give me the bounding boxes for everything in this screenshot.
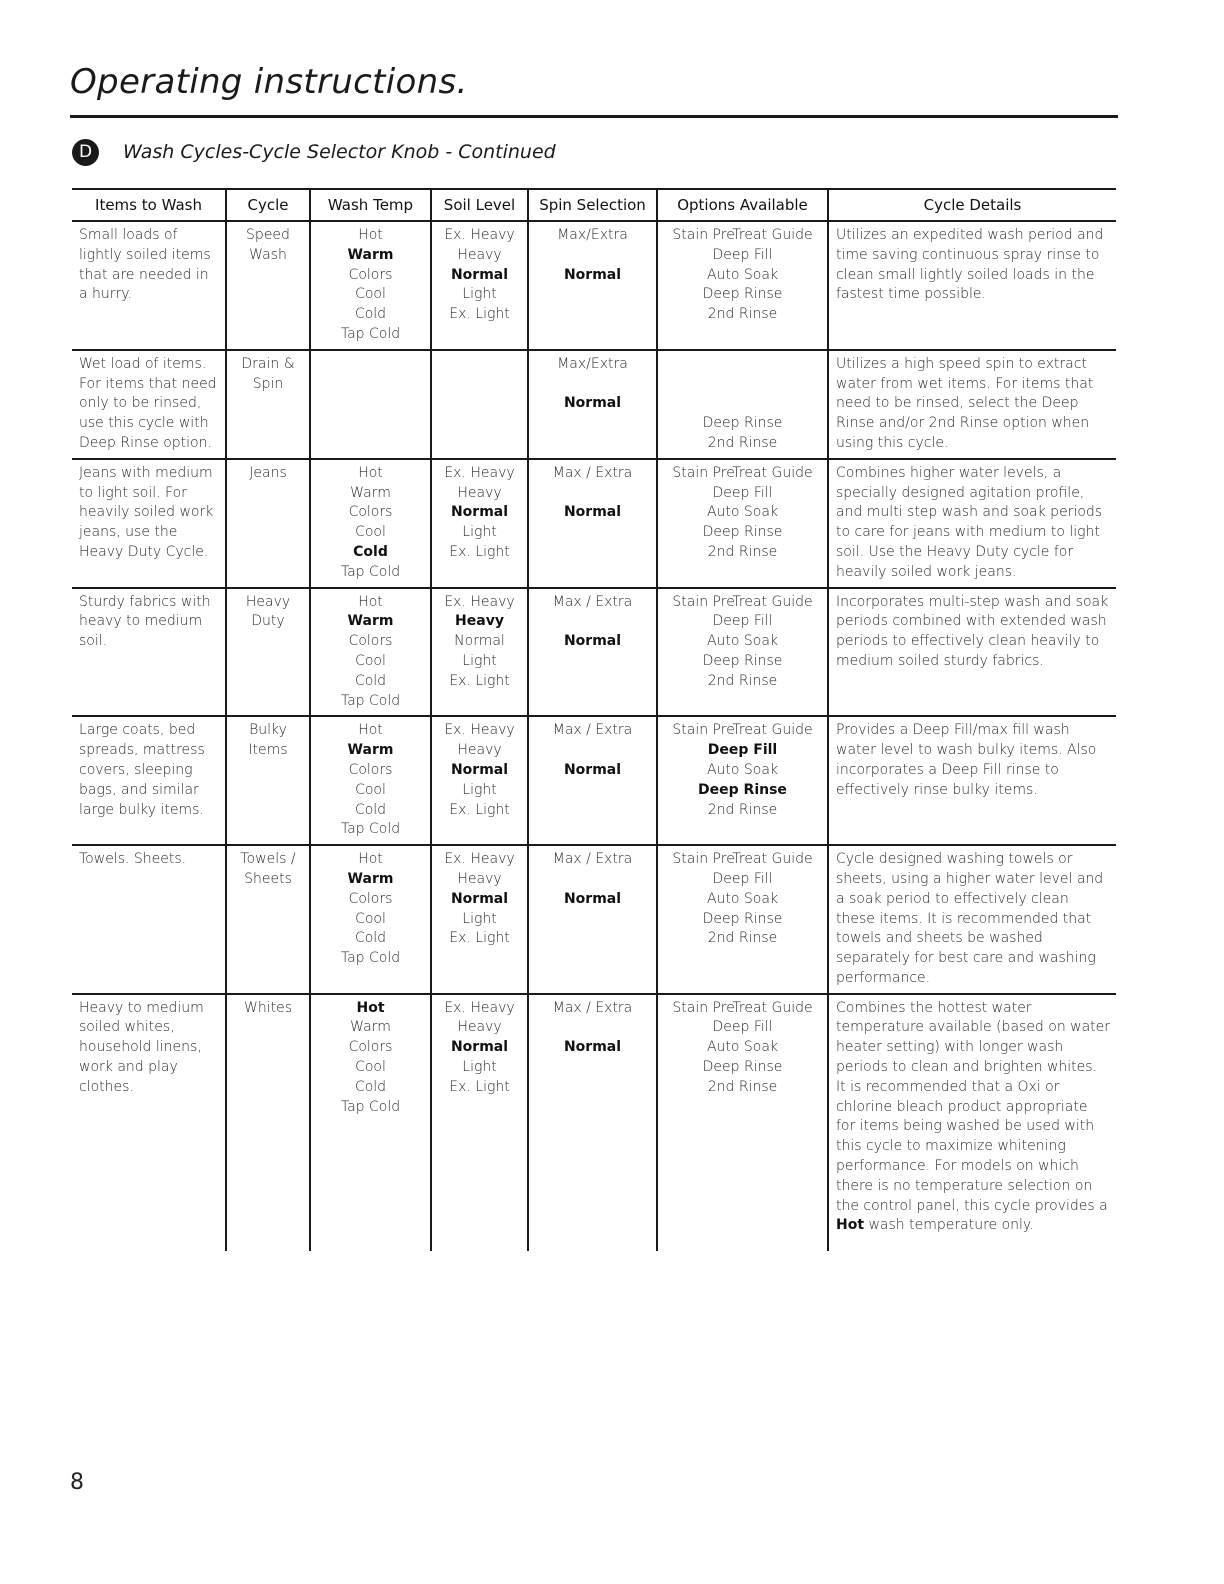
cycle-line: Heavy [245,593,291,610]
items-cell [72,716,226,845]
option-item-default: Deep Rinse [698,781,787,798]
option-item: Deep Fill [712,870,773,887]
spin-selection-cell [528,459,657,588]
spin-option: Max / Extra [552,851,633,868]
soil-option: Ex. Light [449,930,510,947]
column-header-options: Options Available [657,189,828,221]
temp-option: Cool [355,910,386,927]
items-cell [72,994,226,1251]
options-cell [657,459,828,588]
table-row [72,221,1116,350]
soil-level-cell [431,845,528,994]
temp-option: Hot [358,722,383,739]
cycle-line: Items [248,742,288,759]
option-item: Deep Rinse [702,910,783,927]
temp-option: Hot [358,851,383,868]
option-item: Stain PreTreat Guide [672,722,813,739]
temp-option: Colors [348,890,393,907]
details-text: Cycle designed washing towels or sheets, using a higher water level and a soak period to effectively clean these items. It is recommended that towels and sheets be washed separately for best care and washing performance. [836,851,1104,986]
option-item: Auto Soak [706,890,779,907]
cycle-line: Towels / [240,851,296,868]
soil-level-cell [431,588,528,717]
items-text: Towels. Sheets. [79,851,187,868]
options-cell [657,716,828,845]
table-header-row [72,189,1116,221]
wash-temp-cell [310,350,431,459]
spin-selection-cell [528,994,657,1251]
items-text: Wet load of items. For items that need only to be rinsed, use this cycle with Deep Rinse option. [79,355,217,451]
options-cell [657,994,828,1251]
soil-option: Light [462,781,497,798]
soil-option: Ex. Heavy [444,851,515,868]
wash-temp-cell [310,845,431,994]
items-text: Jeans with medium to light soil. For heavily soiled work jeans, use the Heavy Duty Cycle. [79,464,214,560]
temp-option: Cool [355,652,386,669]
option-item: Stain PreTreat Guide [672,999,813,1016]
title-rule [70,115,1118,118]
soil-option: Heavy [457,1019,502,1036]
cycle-cell [226,459,310,588]
soil-option: Ex. Light [449,672,510,689]
page-title: Operating instructions. [70,62,468,102]
cycle-details-cell [828,716,1116,845]
temp-option-default: Hot [356,999,385,1016]
option-item: Auto Soak [706,504,779,521]
temp-option: Colors [348,1039,393,1056]
option-item: 2nd Rinse [707,672,778,689]
items-cell [72,845,226,994]
temp-option: Hot [358,227,383,243]
cycle-cell [226,845,310,994]
cycle-line: Duty [251,613,285,630]
cycle-line: Drain & [241,355,295,372]
option-item: Auto Soak [706,633,779,650]
wash-temp-cell [310,588,431,717]
soil-option: Ex. Heavy [444,593,515,610]
option-item: Deep Rinse [702,286,783,303]
items-text: Large coats, bed spreads, mattress covers, sleeping bags, and similar large bulky items. [79,722,205,818]
soil-option: Heavy [457,484,502,501]
details-text-part: wash temperature only. [868,1217,1034,1234]
cycle-cell [226,221,310,350]
soil-level-cell [431,459,528,588]
soil-option: Light [462,524,497,541]
column-header-items: Items to Wash [72,189,226,221]
option-item: Deep Fill [712,613,773,630]
temp-option: Cold [354,306,387,323]
items-cell [72,588,226,717]
spin-option-default: Normal [563,266,622,283]
temp-option: Cool [355,1059,386,1076]
option-item: Deep Fill [712,246,773,263]
temp-option-default: Warm [347,613,394,630]
temp-option: Cold [354,1078,387,1095]
spin-option: Max/Extra [557,227,628,243]
spin-option-default: Normal [563,395,622,412]
temp-option: Hot [358,464,383,481]
table-row [72,994,1116,1251]
options-cell [657,845,828,994]
section-badge: D [72,139,99,166]
option-item: Stain PreTreat Guide [672,464,813,481]
soil-option: Ex. Heavy [444,999,515,1016]
soil-option: Heavy [457,870,502,887]
soil-option: Normal [454,633,505,650]
soil-option-default: Normal [450,1039,509,1056]
option-item: Deep Rinse [702,1059,783,1076]
wash-temp-cell [310,221,431,350]
cycle-line: Speed [246,227,290,243]
cycle-line: Jeans [249,464,287,481]
temp-option: Cold [354,930,387,947]
soil-level-cell [431,350,528,459]
soil-option-default: Normal [450,266,509,283]
soil-option: Ex. Heavy [444,722,515,739]
temp-option-default: Cold [353,543,388,560]
spin-selection-cell [528,350,657,459]
details-bold-temp: Hot [836,1217,865,1234]
soil-option-default: Normal [450,890,509,907]
option-item: 2nd Rinse [707,434,778,451]
spin-selection-cell [528,716,657,845]
temp-option-default: Warm [347,246,394,263]
details-text: Incorporates multi-step wash and soak periods combined with extended wash periods to effectively clean heavily to medium soiled sturdy fabrics. [836,593,1109,669]
soil-level-cell [431,221,528,350]
option-item: Auto Soak [706,1039,779,1056]
soil-option: Heavy [457,246,502,263]
spin-option: Max / Extra [552,464,633,481]
items-text: Sturdy fabrics with heavy to medium soil. [79,593,211,650]
cycle-line: Bulky [249,722,287,739]
items-cell [72,459,226,588]
soil-option: Heavy [457,742,502,759]
temp-option: Cool [355,524,386,541]
spin-option-default: Normal [563,890,622,907]
cycle-details-cell [828,845,1116,994]
soil-option-default: Heavy [455,613,504,630]
column-header-cycle: Cycle [226,189,310,221]
cycle-line: Wash [249,246,287,263]
cycle-details-cell [828,588,1116,717]
option-item-default: Deep Fill [707,742,778,759]
temp-option-default: Warm [347,870,394,887]
page-number: 8 [70,1470,84,1495]
details-text: Utilizes a high speed spin to extract water from wet items. For items that need to be rinsed, select the Deep Rinse and/or 2nd Rinse option when using this cycle. [836,355,1094,451]
spin-option: Max / Extra [552,999,633,1016]
temp-option: Colors [348,266,393,283]
soil-option: Ex. Light [449,801,510,818]
temp-option: Colors [348,504,393,521]
temp-option: Colors [348,761,393,778]
temp-option: Warm [350,1019,391,1036]
soil-option-default: Normal [450,761,509,778]
cycle-details-cell [828,350,1116,459]
soil-level-cell [431,716,528,845]
spin-option-default: Normal [563,504,622,521]
option-item: Auto Soak [706,761,779,778]
spin-selection-cell [528,588,657,717]
spin-option-default: Normal [563,761,622,778]
spin-selection-cell [528,845,657,994]
temp-option: Hot [358,593,383,610]
spin-selection-cell [528,221,657,350]
option-item: 2nd Rinse [707,543,778,560]
option-item: 2nd Rinse [707,1078,778,1095]
option-item: Stain PreTreat Guide [672,227,813,243]
details-text [836,999,1111,1237]
temp-option: Tap Cold [340,692,401,709]
cycle-details-cell [828,221,1116,350]
wash-temp-cell [310,716,431,845]
temp-option: Cold [354,672,387,689]
cycle-line: Spin [252,375,284,392]
temp-option: Tap Cold [340,821,401,838]
section-title: Wash Cycles-Cycle Selector Knob - Continued [123,141,556,163]
temp-option: Tap Cold [340,950,401,967]
option-item: Deep Rinse [702,415,783,432]
temp-option: Tap Cold [340,563,401,580]
column-header-spin-selection: Spin Selection [528,189,657,221]
spin-option-default: Normal [563,633,622,650]
soil-option: Light [462,652,497,669]
details-text: Provides a Deep Fill/max fill wash water level to wash bulky items. Also incorporates a Deep Fill rinse to effectively rinse bulky items. [836,722,1097,798]
option-item: Deep Rinse [702,524,783,541]
table-row [72,588,1116,717]
spin-option: Max / Extra [552,593,633,610]
temp-option: Cold [354,801,387,818]
soil-option: Ex. Heavy [444,227,515,243]
temp-option: Cool [355,286,386,303]
options-cell [657,588,828,717]
spin-option: Max/Extra [557,355,628,372]
column-header-soil-level: Soil Level [431,189,528,221]
soil-option: Ex. Light [449,543,510,560]
items-cell [72,350,226,459]
option-item: Stain PreTreat Guide [672,851,813,868]
column-header-wash-temp: Wash Temp [310,189,431,221]
soil-option: Ex. Light [449,1078,510,1095]
temp-option: Colors [348,633,393,650]
soil-option: Light [462,910,497,927]
items-text: Heavy to medium soiled whites, household linens, work and play clothes. [79,999,204,1095]
temp-option: Warm [350,484,391,501]
details-text: Combines higher water levels, a specially designed agitation profile, and multi step wash and soak periods to care for jeans with medium to light soil. Use the Heavy Duty cycle for heavily soiled work jeans. [836,464,1103,580]
cycle-line: Whites [243,999,292,1016]
section-header [72,138,556,166]
soil-option: Ex. Light [449,306,510,323]
soil-option: Light [462,286,497,303]
option-item: Deep Fill [712,1019,773,1036]
wash-cycles-table [72,188,1116,1251]
temp-option-default: Warm [347,742,394,759]
option-item: Deep Rinse [702,652,783,669]
soil-level-cell [431,994,528,1251]
spin-option: Max / Extra [552,722,633,739]
options-cell [657,350,828,459]
cycle-cell [226,350,310,459]
temp-option: Tap Cold [340,1098,401,1115]
wash-temp-cell [310,459,431,588]
wash-temp-cell [310,994,431,1251]
option-item: 2nd Rinse [707,801,778,818]
option-item: Deep Fill [712,484,773,501]
option-item: Auto Soak [706,266,779,283]
option-item: 2nd Rinse [707,930,778,947]
soil-option-default: Normal [450,504,509,521]
cycle-details-cell [828,994,1116,1251]
cycle-line: Sheets [244,870,292,887]
option-item: Stain PreTreat Guide [672,593,813,610]
temp-option: Cool [355,781,386,798]
cycle-cell [226,994,310,1251]
cycle-cell [226,716,310,845]
table-row [72,716,1116,845]
soil-option: Ex. Heavy [444,464,515,481]
cycle-cell [226,588,310,717]
items-cell [72,221,226,350]
cycle-details-cell [828,459,1116,588]
spin-option-default: Normal [563,1039,622,1056]
table-row [72,350,1116,459]
temp-option: Tap Cold [340,325,401,342]
column-header-cycle-details: Cycle Details [828,189,1116,221]
details-text: Utilizes an expedited wash period and time saving continuous spray rinse to clean small lightly soiled loads in the fastest time possible. [836,227,1104,303]
table-row [72,459,1116,588]
soil-option: Light [462,1059,497,1076]
items-text: Small loads of lightly soiled items that are needed in a hurry. [79,227,211,303]
options-cell [657,221,828,350]
details-text-part: Combines the hottest water temperature available (based on water heater setting) with longer wash periods to clean and brighten whites. It is recommended that a Oxi or chlorine bleach product appropriate for items being washed be used with this cycle to maximize whitening performance. For models on which there is no temperature selection on the control panel, this cycle provides a [836,999,1111,1214]
option-item: 2nd Rinse [707,306,778,323]
table-row [72,845,1116,994]
